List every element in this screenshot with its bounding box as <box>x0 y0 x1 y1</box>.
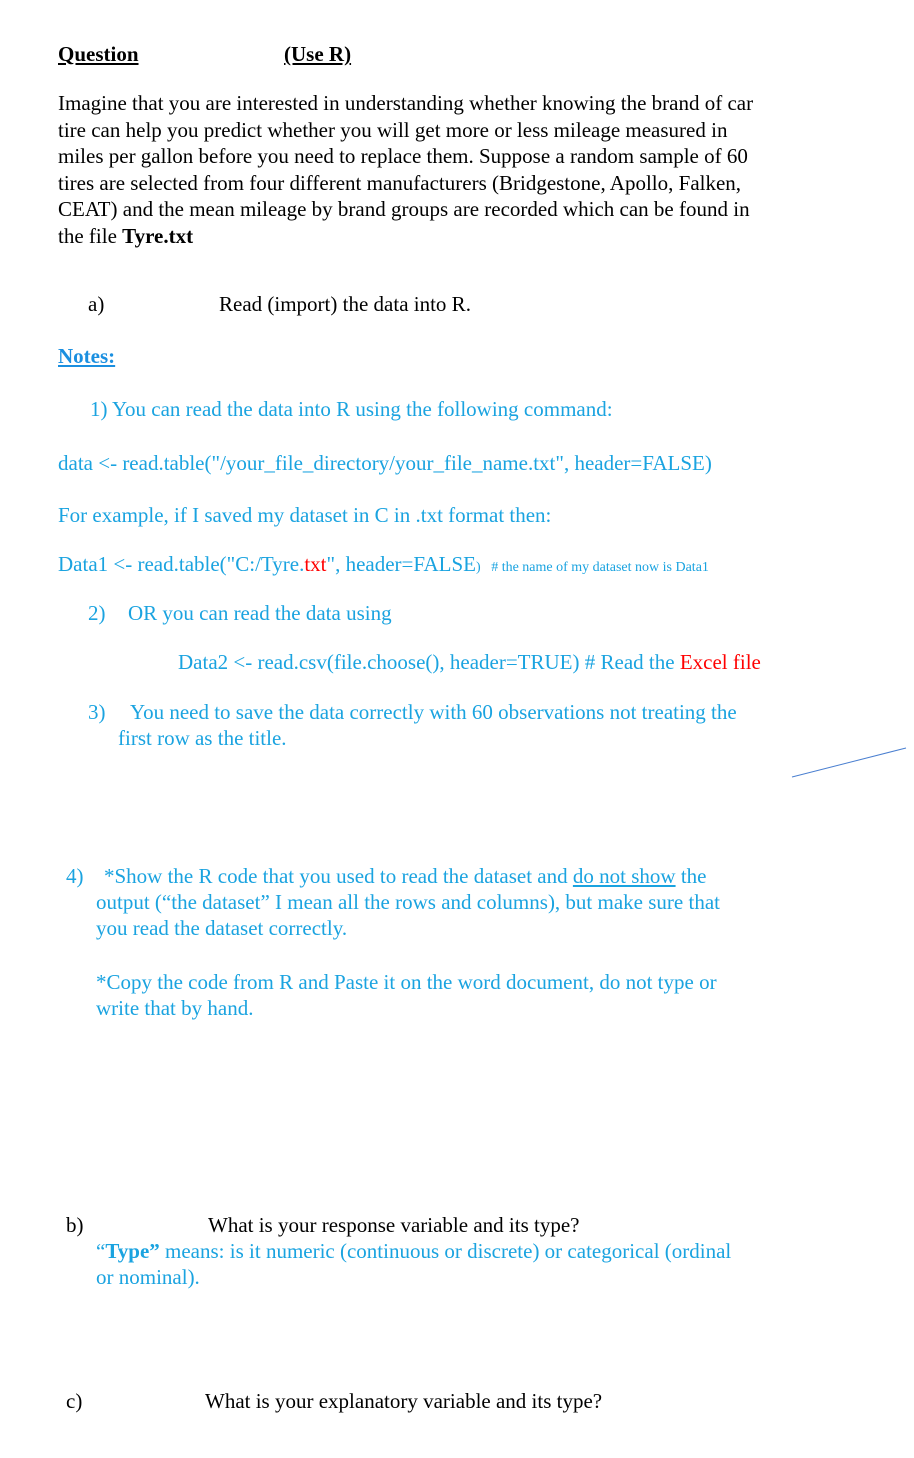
note-2-number: 2) <box>88 601 106 625</box>
copy-instruction-line-2: write that by hand. <box>96 996 254 1020</box>
code2-paren: ) <box>476 560 481 575</box>
intro-line-6-prefix: the file <box>58 223 123 248</box>
use-r-heading: (Use R) <box>284 42 352 66</box>
note-4-number: 4) <box>66 864 84 888</box>
code3-prefix: Data2 <- read.csv(file.choose(), header=TRUE) # Read the <box>178 650 680 674</box>
code-read-table-example <box>58 552 709 577</box>
type-definition-line-1 <box>96 1239 731 1264</box>
part-a-label: a) <box>88 292 105 316</box>
intro-line-2: tire can help you predict whether you will get more or less mileage measured in <box>58 117 728 142</box>
note-4-line-2: output (“the dataset” I mean all the rows and columns), but make sure that <box>96 890 720 914</box>
notes-heading: Notes: <box>58 344 116 368</box>
note-3-line-2: first row as the title. <box>118 726 287 750</box>
note-4-line-1-a: *Show the R code that you used to read the dataset and <box>104 864 573 888</box>
note-1: 1) You can read the data into R using the following command: <box>90 397 613 421</box>
pen-stroke-line <box>792 748 906 777</box>
part-b-label: b) <box>66 1213 84 1237</box>
part-b-question: What is your response variable and its type? <box>208 1213 580 1237</box>
code3-excel-file: Excel file <box>679 650 761 674</box>
type-definition-rest: means: is it numeric (continuous or discrete) or categorical (ordinal <box>159 1239 732 1263</box>
intro-line-1: Imagine that you are interested in understanding whether knowing the brand of car <box>58 91 754 115</box>
code-read-csv <box>178 650 761 675</box>
copy-instruction-line-1: *Copy the code from R and Paste it on the word document, do not type or <box>96 970 717 994</box>
note-4-line-3: you read the dataset correctly. <box>96 916 348 940</box>
intro-line-3: miles per gallon before you need to replace them. Suppose a random sample of 60 <box>58 144 748 168</box>
code-read-table-generic: data <- read.table("/your_file_directory/your_file_name.txt", header=FALSE) <box>58 451 712 475</box>
part-a-text: Read (import) the data into R. <box>219 292 471 316</box>
note-4-line-1-b: the <box>675 864 707 888</box>
code2-prefix: Data1 <- read.table("C:/Tyre. <box>58 552 305 576</box>
note-3-line-1: You need to save the data correctly with 60 observations not treating the <box>130 700 737 724</box>
example-line: For example, if I saved my dataset in C in .txt format then: <box>58 503 552 527</box>
code2-comment: # the name of my dataset now is Data1 <box>491 560 709 575</box>
type-word: Type” <box>105 1239 160 1263</box>
code2-suffix: ", header=FALSE <box>326 552 477 576</box>
part-c-label: c) <box>66 1389 83 1413</box>
intro-line-5: CEAT) and the mean mileage by brand groups are recorded which can be found in <box>58 197 750 221</box>
note-3-number: 3) <box>88 700 106 724</box>
note-2-text: OR you can read the data using <box>128 601 392 625</box>
filename: Tyre.txt <box>122 223 194 248</box>
type-quote-open: “ <box>96 1239 106 1263</box>
intro-line-6 <box>58 223 858 250</box>
note-4-line-1 <box>104 864 706 889</box>
part-c-question: What is your explanatory variable and its type? <box>205 1389 603 1413</box>
code2-ext: txt <box>304 552 327 576</box>
do-not-show-text: do not show <box>572 864 676 888</box>
intro-paragraph <box>58 90 858 249</box>
type-definition-line-2: or nominal). <box>96 1265 200 1289</box>
pen-stroke-mark <box>780 740 910 785</box>
question-heading: Question <box>58 42 139 66</box>
intro-line-4: tires are selected from four different manufacturers (Bridgestone, Apollo, Falken, <box>58 170 742 195</box>
